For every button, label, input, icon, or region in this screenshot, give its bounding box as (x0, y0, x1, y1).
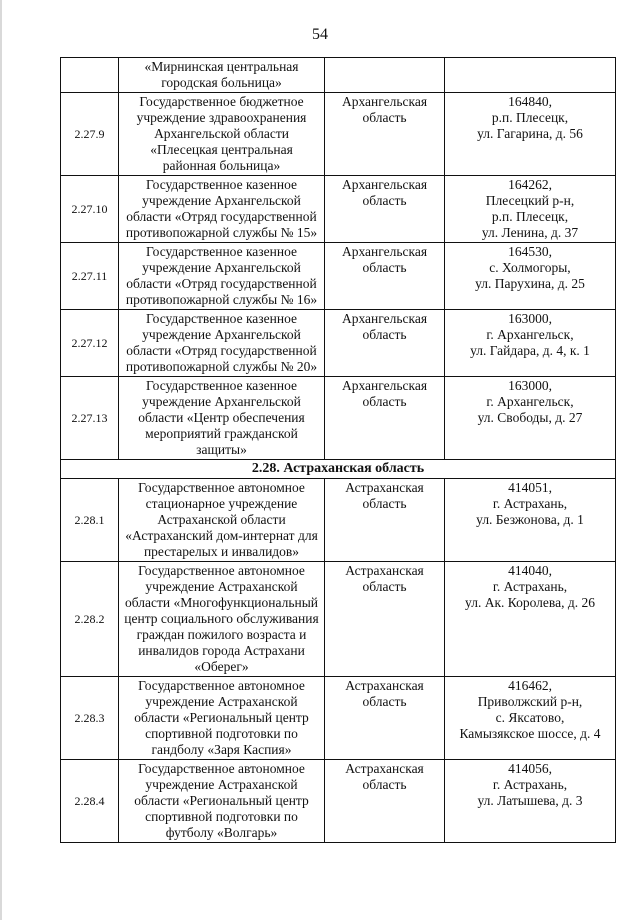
region-line: Архангельская (341, 244, 428, 259)
region-line: область (362, 777, 407, 792)
region (325, 760, 445, 843)
row-number: 2.28.4 (61, 760, 119, 843)
row-number: 2.27.9 (61, 93, 119, 176)
region-line: область (362, 496, 407, 511)
registry-table-body (61, 58, 616, 843)
institution-name-line: спортивной подготовки по (145, 809, 298, 824)
institution-name-line: учреждение Архангельской (142, 260, 301, 275)
table-row (61, 479, 616, 562)
institution-name (119, 377, 325, 460)
institution-name-line: противопожарной службы № 16» (125, 292, 318, 307)
region (325, 93, 445, 176)
region (325, 479, 445, 562)
institution-name-line: Государственное казенное (146, 244, 297, 259)
address-line: ул. Парухина, д. 25 (475, 276, 585, 291)
address-line: с. Яксатово, (495, 710, 565, 725)
row-number: 2.27.13 (61, 377, 119, 460)
table-row (61, 243, 616, 310)
table-row (61, 677, 616, 760)
table-row (61, 562, 616, 677)
institution-name-line: области «Многофункциональный (124, 595, 319, 610)
address-line: Камызякское шоссе, д. 4 (459, 726, 601, 741)
institution-name-line: защиты» (196, 442, 247, 457)
institution-name-line: городская больница» (161, 75, 282, 90)
section-title: 2.28. Астраханская область (61, 460, 616, 479)
institution-name-line: «Мирнинская центральная (144, 59, 299, 74)
institution-name-line: Архангельской области (154, 126, 289, 141)
institution-name-line: области «Региональный центр (134, 710, 309, 725)
row-number: 2.27.11 (61, 243, 119, 310)
table-row (61, 58, 616, 93)
address (445, 58, 616, 93)
region (325, 310, 445, 377)
institution-name-line: области «Отряд государственной (126, 276, 317, 291)
institution-name-line: Государственное казенное (146, 378, 297, 393)
section-header-row (61, 460, 616, 479)
region-line: область (362, 327, 407, 342)
table-row (61, 176, 616, 243)
region (325, 58, 445, 93)
address (445, 176, 616, 243)
scan-edge (0, 0, 2, 920)
institution-name-line: «Плесецкая центральная (150, 142, 293, 157)
institution-name-line: области «Отряд государственной (126, 343, 317, 358)
region-line: Архангельская (341, 94, 428, 109)
institution-name (119, 479, 325, 562)
institution-name-line: мероприятий гражданской (145, 426, 298, 441)
institution-name (119, 243, 325, 310)
institution-name-line: области «Центр обеспечения (138, 410, 305, 425)
address-line: ул. Гагарина, д. 56 (477, 126, 583, 141)
region-line: область (362, 579, 407, 594)
address (445, 243, 616, 310)
institution-name-line: Государственное автономное (138, 678, 305, 693)
institution-name-line: учреждение Астраханской (145, 777, 298, 792)
institution-name-line: учреждение Архангельской (142, 327, 301, 342)
table-row (61, 310, 616, 377)
institution-name-line: Государственное бюджетное (139, 94, 304, 109)
region-line: Астраханская (345, 761, 424, 776)
address-line: ул. Гайдара, д. 4, к. 1 (470, 343, 590, 358)
address-line: г. Архангельск, (486, 327, 574, 342)
address-line: г. Астрахань, (492, 579, 568, 594)
address-line: 414056, (508, 761, 552, 776)
institution-name-line: граждан пожилого возраста и (136, 627, 307, 642)
address-line: г. Астрахань, (492, 777, 568, 792)
address-line: г. Архангельск, (486, 394, 574, 409)
institution-name-line: противопожарной службы № 15» (125, 225, 318, 240)
address-line: 163000, (508, 378, 552, 393)
address-line: г. Астрахань, (492, 496, 568, 511)
address (445, 760, 616, 843)
row-number: 2.27.12 (61, 310, 119, 377)
institution-name (119, 562, 325, 677)
institution-name-line: Государственное казенное (146, 311, 297, 326)
institution-name-line: учреждение Астраханской (145, 694, 298, 709)
table-row (61, 93, 616, 176)
institution-name-line: противопожарной службы № 20» (125, 359, 318, 374)
institution-name-line: учреждение Астраханской (145, 579, 298, 594)
address (445, 479, 616, 562)
address-line: 416462, (508, 678, 552, 693)
region-line: Астраханская (345, 563, 424, 578)
institution-name (119, 58, 325, 93)
institution-name-line: Государственное казенное (146, 177, 297, 192)
address (445, 677, 616, 760)
region (325, 677, 445, 760)
address-line: ул. Ак. Королева, д. 26 (465, 595, 595, 610)
region (325, 243, 445, 310)
address-line: Приволжский р-н, (477, 694, 583, 709)
region (325, 176, 445, 243)
row-number (61, 58, 119, 93)
region-line: область (362, 193, 407, 208)
institution-name-line: учреждение Архангельской (142, 394, 301, 409)
institution-name-line: спортивной подготовки по (145, 726, 298, 741)
institution-name-line: престарелых и инвалидов» (143, 544, 300, 559)
institution-name-line: «Оберег» (194, 659, 249, 674)
table-row (61, 377, 616, 460)
region-line: область (362, 694, 407, 709)
region-line: область (362, 394, 407, 409)
address-line: р.п. Плесецк, (491, 110, 569, 125)
address-line: ул. Свободы, д. 27 (477, 410, 583, 425)
institution-name-line: футболу «Волгарь» (165, 825, 278, 840)
address-line: Плесецкий р-н, (485, 193, 575, 208)
address (445, 377, 616, 460)
institution-name-line: гандболу «Заря Каспия» (151, 742, 292, 757)
region-line: область (362, 110, 407, 125)
institution-name (119, 93, 325, 176)
institution-name-line: Государственное автономное (138, 761, 305, 776)
region-line: Архангельская (341, 378, 428, 393)
address (445, 562, 616, 677)
address-line: 163000, (508, 311, 552, 326)
region (325, 377, 445, 460)
address-line: 414051, (508, 480, 552, 495)
row-number: 2.28.2 (61, 562, 119, 677)
region (325, 562, 445, 677)
row-number: 2.28.3 (61, 677, 119, 760)
institution-name-line: стационарное учреждение (145, 496, 298, 511)
institution-name (119, 310, 325, 377)
institution-name (119, 760, 325, 843)
institution-name-line: «Астраханский дом-интернат для (125, 528, 318, 543)
institution-name-line: учреждение здравоохранения (136, 110, 307, 125)
institution-name (119, 677, 325, 760)
address (445, 310, 616, 377)
address (445, 93, 616, 176)
row-number: 2.27.10 (61, 176, 119, 243)
institution-name-line: Государственное автономное (138, 563, 305, 578)
row-number: 2.28.1 (61, 479, 119, 562)
address-line: 164840, (508, 94, 552, 109)
institution-name-line: инвалидов города Астрахани (138, 643, 305, 658)
institution-name-line: Астраханской области (157, 512, 286, 527)
institution-name-line: области «Региональный центр (134, 793, 309, 808)
table-row (61, 760, 616, 843)
institution-name-line: учреждение Архангельской (142, 193, 301, 208)
address-line: 164530, (508, 244, 552, 259)
address-line: ул. Безжонова, д. 1 (476, 512, 584, 527)
address-line: 414040, (508, 563, 552, 578)
institution-name-line: Государственное автономное (138, 480, 305, 495)
region-line: Астраханская (345, 480, 424, 495)
address-line: с. Холмогоры, (489, 260, 571, 275)
address-line: ул. Ленина, д. 37 (481, 225, 579, 240)
page-number: 54 (312, 26, 328, 43)
address-line: 164262, (508, 177, 552, 192)
region-line: область (362, 260, 407, 275)
address-line: ул. Латышева, д. 3 (477, 793, 583, 808)
region-line: Астраханская (345, 678, 424, 693)
address-line: р.п. Плесецк, (491, 209, 569, 224)
registry-table (60, 57, 616, 843)
institution-name-line: районная больница» (162, 158, 281, 173)
institution-name-line: области «Отряд государственной (126, 209, 317, 224)
region-line: Архангельская (341, 177, 428, 192)
institution-name-line: центр социального обслуживания (124, 611, 319, 626)
institution-name (119, 176, 325, 243)
region-line: Архангельская (341, 311, 428, 326)
